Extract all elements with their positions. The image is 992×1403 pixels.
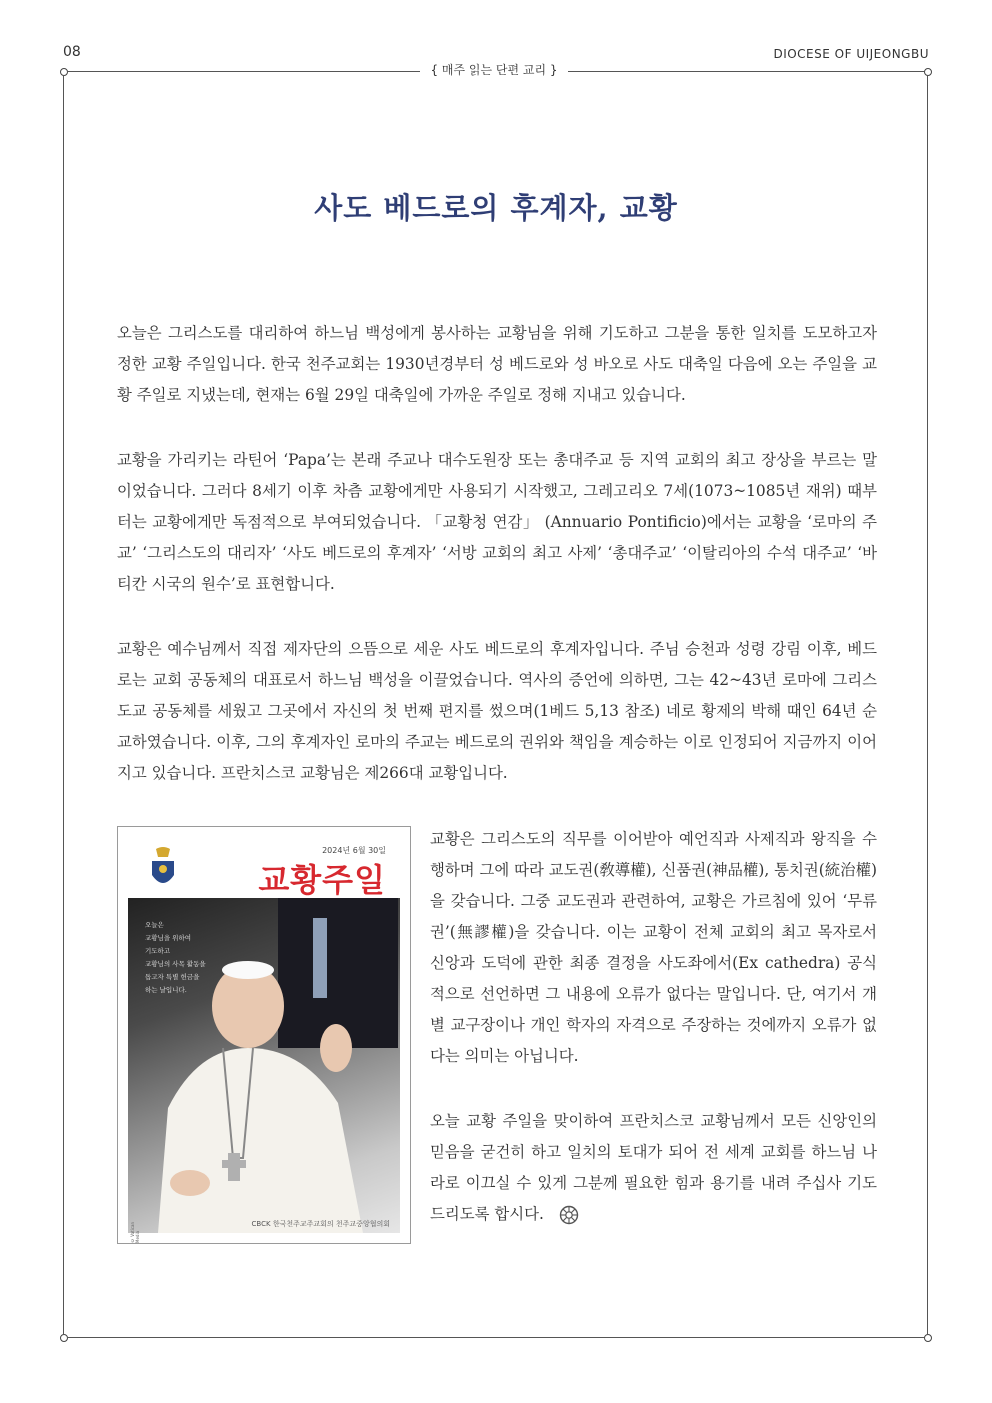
end-mark-icon	[559, 1205, 579, 1225]
photo-credit: © Vatican Media	[130, 1221, 140, 1243]
right-brace-icon: }	[546, 63, 558, 77]
cover-intro: 오늘은 교황님을 위하여 기도하고 교황님의 사목 활동을 돕고자 특별 헌금을 하는 날입니다.	[145, 921, 206, 994]
frame-corner-top-right	[924, 68, 932, 76]
cover-publisher: CBCK 한국천주교주교회의 천주교중앙협의회	[251, 1220, 390, 1228]
section-label: { 매주 읽는 단편 교리 }	[430, 63, 558, 77]
paragraph-5: 오늘 교황 주일을 맞이하여 프란치스코 교황님께서 모든 신앙인의 믿음을 굳건히 하고 일치의 토대가 되어 전 세계 교회를 하느님 나라로 이끄실 수 있게 그분께 필요한 힘과 용기를 내려 주십사 기도드리도록 합시다.	[430, 1112, 877, 1223]
page-number: 08	[63, 44, 81, 60]
frame-corner-bottom-right	[924, 1334, 932, 1342]
frame-right	[927, 76, 928, 1334]
article-title: 사도 베드로의 후계자, 교황	[314, 191, 678, 225]
cover-date: 2024년 6월 30일	[322, 846, 386, 855]
lower-hand	[170, 1170, 210, 1196]
tie	[313, 918, 327, 998]
paragraph-4: 교황은 그리스도의 직무를 이어받아 예언직과 사제직과 왕직을 수행하며 그에 따라 교도권(敎導權), 신품권(神品權), 통치권(統治權)을 갖습니다. 그중 교도권과 관련하여, 교황은 가르침에 있어 ‘무류권’(無謬權)을 갖습니다. 이는 교황이 전체 교회의 최고 목자로서 신앙과 도덕에 관한 최종 결정을 사도좌에서(Ex cathedra) 공식적으로 선언하면 그 내용에 오류가 없다는 말입니다. 단, 여기서 개별 교구장이나 개인 학자의 자격으로 주장하는 것에까지 오류가 없다는 의미는 아닙니다.	[430, 830, 877, 1065]
white-cassock	[158, 1048, 363, 1233]
header-rule-left	[68, 71, 420, 72]
paragraph-3: 교황은 예수님께서 직접 제자단의 으뜸으로 세운 사도 베드로의 후계자입니다. 주님 승천과 성령 강림 이후, 베드로는 교회 공동체의 대표로서 하느님 백성을 이끌었습니다. 역사의 증언에 의하면, 그는 42~43년 로마에 그리스도교 공동체를 세웠고 그곳에서 자신의 첫 번째 편지를 썼으며(1베드 5,13 참조) 네로 황제의 박해 때인 64년 순교하였습니다. 이후, 그의 후계자인 로마의 주교는 베드로의 권위와 책임을 계승하는 이로 인정되어 지금까지 이어지고 있습니다. 프란치스코 교황님은 제266대 교황입니다.	[117, 640, 877, 782]
paragraph-2: 교황을 가리키는 라틴어 ‘Papa’는 본래 주교나 대수도원장 또는 총대주교 등 지역 교회의 최고 장상을 부르는 말이었습니다. 그러다 8세기 이후 차츰 교황에게만 사용되기 시작했고, 그레고리오 7세(1073~1085년 재위) 때부터는 교황에게만 독점적으로 부여되었습니다. 「교황청 연감」 (Annuario Pontificio)에서는 교황을 ‘로마의 주교’ ‘그리스도의 대리자’ ‘사도 베드로의 후계자’ ‘서방 교회의 최고 사제’ ‘총대주교’ ‘이탈리아의 수석 대주교’ ‘바티칸 시국의 원수’로 표현합니다.	[117, 451, 877, 593]
papal-coat-of-arms-icon	[148, 847, 178, 891]
raised-hand	[320, 1024, 352, 1072]
left-brace-icon: {	[430, 63, 442, 77]
frame-corner-top-left	[60, 68, 68, 76]
paragraph-1: 오늘은 그리스도를 대리하여 하느님 백성에게 봉사하는 교황님을 위해 기도하고 그분을 통한 일치를 도모하고자 정한 교황 주일입니다. 한국 천주교회는 1930년경부터 성 베드로와 성 바오로 사도 대축일 다음에 오는 주일을 교황 주일로 지냈는데, 현재는 6월 29일 대축일에 가까운 주일로 정해 지내고 있습니다.	[117, 324, 877, 404]
header-rule-right	[568, 71, 924, 72]
papal-sunday-cover	[117, 826, 411, 1244]
frame-left	[63, 76, 64, 1334]
diocese-label: DIOCESE OF UIJEONGBU	[773, 47, 929, 61]
frame-corner-bottom-left	[60, 1334, 68, 1342]
footer-rule	[68, 1337, 924, 1338]
cover-title: 교황주일	[258, 861, 386, 899]
